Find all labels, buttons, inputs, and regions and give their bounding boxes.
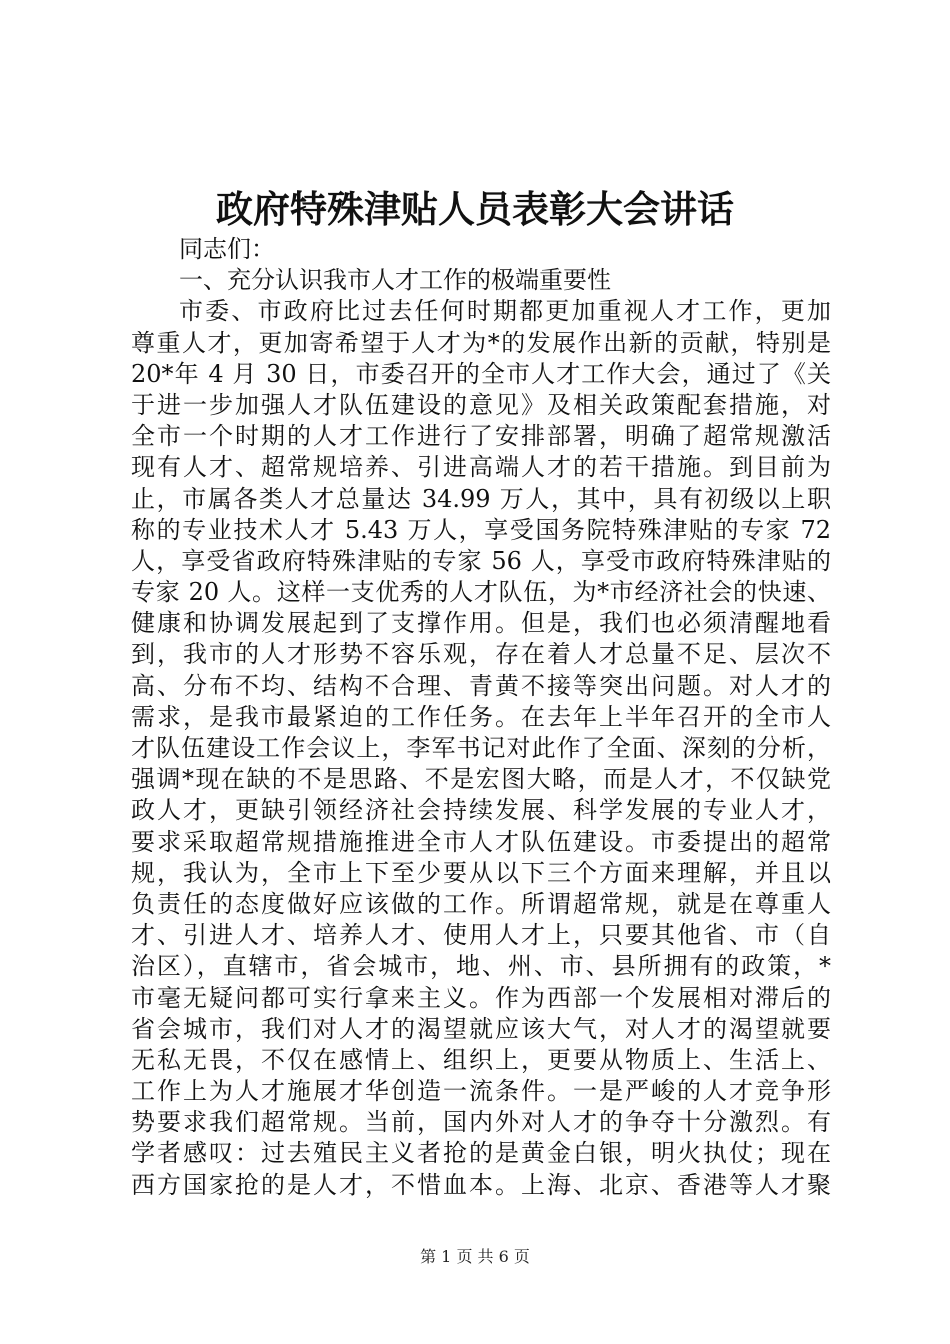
paragraph-line: 于进一步加强人才队伍建设的意见》及相关政策配套措施，对 [131, 390, 831, 419]
section-heading: 一、充分认识我市人才工作的极端重要性 [179, 266, 611, 295]
paragraph-line: 止，市属各类人才总量达 34.99 万人，其中，具有初级以上职 [131, 484, 831, 513]
paragraph-line: 健康和协调发展起到了支撑作用。但是，我们也必须清醒地看 [131, 609, 831, 638]
page-footer: 第 1 页 共 6 页 [420, 1247, 530, 1266]
paragraph-line: 需求，是我市最紧迫的工作任务。在去年上半年召开的全市人 [131, 702, 831, 731]
salutation: 同志们： [179, 235, 275, 263]
paragraph-line: 势要求我们超常规。当前，国内外对人才的争夺十分激烈。有 [131, 1108, 831, 1137]
paragraph-line: 才、引进人才、培养人才、使用人才上，只要其他省、市（自 [131, 921, 831, 950]
paragraph-line: 高、分布不均、结构不合理、青黄不接等突出问题。对人才的 [131, 671, 831, 700]
paragraph-line: 20*年 4 月 30 日，市委召开的全市人才工作大会，通过了《关 [131, 359, 831, 388]
paragraph-line: 要求采取超常规措施推进全市人才队伍建设。市委提出的超常 [131, 827, 831, 856]
paragraph-line: 强调*现在缺的不是思路、不是宏图大略，而是人才，不仅缺党 [131, 765, 831, 794]
paragraph-line: 市委、市政府比过去任何时期都更加重视人才工作，更加 [179, 297, 831, 326]
paragraph-line: 政人才，更缺引领经济社会持续发展、科学发展的专业人才， [131, 796, 831, 825]
paragraph-line: 全市一个时期的人才工作进行了安排部署，明确了超常规激活 [131, 422, 831, 451]
paragraph-line: 尊重人才，更加寄希望于人才为*的发展作出新的贡献，特别是 [131, 328, 831, 357]
document-title: 政府特殊津贴人员表彰大会讲话 [216, 187, 734, 231]
paragraph-line: 市毫无疑问都可实行拿来主义。作为西部一个发展相对滞后的 [131, 983, 831, 1012]
paragraph-line: 称的专业技术人才 5.43 万人，享受国务院特殊津贴的专家 72 [131, 515, 831, 544]
document-body [131, 234, 831, 1201]
paragraph-line: 工作上为人才施展才华创造一流条件。一是严峻的人才竞争形 [131, 1077, 831, 1106]
paragraph-line: 无私无畏，不仅在感情上、组织上，更要从物质上、生活上、 [131, 1045, 831, 1074]
paragraph-line: 负责任的态度做好应该做的工作。所谓超常规，就是在尊重人 [131, 889, 831, 918]
paragraph-line: 才队伍建设工作会议上，李军书记对此作了全面、深刻的分析， [131, 734, 831, 762]
paragraph-line: 规，我认为，全市上下至少要从以下三个方面来理解，并且以 [131, 858, 831, 887]
paragraph-line: 人，享受省政府特殊津贴的专家 56 人，享受市政府特殊津贴的 [131, 546, 831, 575]
paragraph-line: 西方国家抢的是人才，不惜血本。上海、北京、香港等人才聚 [131, 1170, 831, 1199]
paragraph-line: 到，我市的人才形势不容乐观，存在着人才总量不足、层次不 [131, 640, 831, 669]
paragraph-line: 现有人才、超常规培养、引进高端人才的若干措施。到目前为 [131, 453, 831, 482]
body-paragraph [131, 296, 831, 1200]
paragraph-line: 专家 20 人。这样一支优秀的人才队伍，为*市经济社会的快速、 [131, 578, 831, 607]
paragraph-line: 治区），直辖市，省会城市，地、州、市、县所拥有的政策，* [131, 952, 831, 981]
paragraph-line: 学者感叹：过去殖民主义者抢的是黄金白银，明火执仗；现在 [131, 1139, 831, 1168]
paragraph-line: 省会城市，我们对人才的渴望就应该大气，对人才的渴望就要 [131, 1014, 831, 1043]
